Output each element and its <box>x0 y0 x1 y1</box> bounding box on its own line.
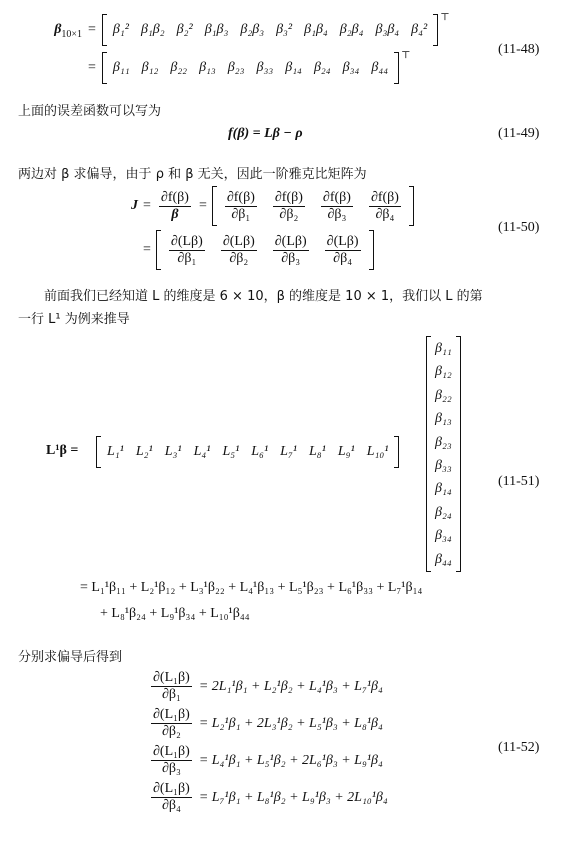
vector-cell: β₃₃ <box>435 458 452 473</box>
fraction <box>151 781 192 814</box>
vector-cell: β₃₄ <box>435 528 452 544</box>
matrix-cell: β₁₂ <box>141 60 159 75</box>
derivative-rhs: = L₇¹β₁ + L₈¹β₂ + L₉¹β₃ + 2L₁₀¹β₄ <box>198 789 388 805</box>
numerator: ∂f(β) <box>274 189 303 205</box>
equation-number: (11-50) <box>498 220 540 235</box>
derivative-rhs: = L₂¹β₁ + 2L₃¹β₂ + L₅¹β₃ + L₈¹β₄ <box>198 715 383 731</box>
denominator: ∂β₂ <box>279 206 299 222</box>
equation-number: (11-52) <box>498 740 540 755</box>
l-row-vector <box>101 444 394 460</box>
paragraph-text: 前面我们已经知道 L 的维度是 6 × 10，β 的维度是 10 × 1，我们以 L 的第 <box>44 289 483 304</box>
matrix-cell: L₁¹ <box>107 444 124 459</box>
paragraph-text: 分别求偏导后得到 <box>18 650 123 665</box>
fraction <box>273 190 305 223</box>
equation-number: (11-49) <box>498 126 540 141</box>
derivative-row <box>148 707 388 740</box>
matrix-cell: L₅¹ <box>222 444 240 459</box>
matrix-cell: β₁₃ <box>199 60 216 75</box>
vector-cell: β₁₄ <box>435 481 452 497</box>
numerator: ∂(L₁β) <box>153 744 190 759</box>
matrix-cell: β₁β₂ <box>140 22 165 37</box>
matrix-cell: β₂₄ <box>313 60 331 75</box>
denominator: ∂β₂ <box>161 724 181 739</box>
denominator: ∂β₂ <box>229 250 249 266</box>
derivative-row <box>148 670 388 703</box>
numerator: ∂(Lβ) <box>326 233 359 249</box>
derivative-row <box>148 744 388 777</box>
denominator: ∂β₃ <box>161 761 181 776</box>
paragraph-text: 一行 L¹ 为例来推导 <box>18 312 130 327</box>
matrix-cell: β₂² <box>176 22 193 37</box>
denominator: ∂β₄ <box>161 798 181 813</box>
denominator: ∂β₄ <box>333 250 353 266</box>
fraction <box>325 234 361 267</box>
vector-cell: β₁₁ <box>435 340 452 356</box>
equation-number: (11-51) <box>498 474 540 489</box>
matrix-cell: β₁β₃ <box>204 22 229 37</box>
denominator: ∂β₁ <box>177 250 197 266</box>
eq-11-52 <box>148 670 388 818</box>
matrix-cell: L₉¹ <box>337 444 355 459</box>
denominator: ∂β₁ <box>161 687 181 702</box>
matrix-cell: β₄₄ <box>371 60 389 75</box>
vector-cell: β₂₄ <box>435 504 452 520</box>
denominator: ∂β₄ <box>375 206 395 222</box>
numerator: ∂f(β) <box>370 189 399 205</box>
matrix-cell: L₈¹ <box>309 444 326 459</box>
matrix-cell: L₂¹ <box>135 444 153 459</box>
numerator: ∂(Lβ) <box>274 233 307 249</box>
eq-11-50: J = $\frac{\partial f(\beta)}{\beta}$ = $\frac{\partial f(\beta)}{\text{∂β₁}}$ $\frac{\partial f(\beta)}{\text{∂β₂}}$ $\frac{\partial f(\beta)}{\text{∂β₃}}$ $\frac{\partial f(\beta)}{\text{∂β₄}}$ = $\frac{\partial(L\beta)}{\text{∂β₁}}$ $\frac{\partial(L\beta)}{\text{∂β₂}}$ $\frac{\partial(L\beta)}{\text{∂β₃}}$ $\frac{\partial(L\beta)}{\text{∂β₄}}$ <box>112 186 414 270</box>
matrix-cell: β₁₄ <box>285 60 302 75</box>
denominator: ∂β₁ <box>231 206 251 222</box>
numerator: ∂(L₁β) <box>153 670 190 685</box>
matrix-cell: L₃¹ <box>164 444 182 459</box>
fraction <box>225 190 257 223</box>
matrix-cell: β₃β₄ <box>375 22 400 37</box>
matrix-cell: β₂β₄ <box>339 22 364 37</box>
eq-11-49: f(β) = Lβ − ρ <box>228 126 303 141</box>
matrix-cell: L₆¹ <box>251 444 269 459</box>
numerator: ∂f(β) <box>226 189 255 205</box>
matrix-row-2 <box>107 60 394 76</box>
vector-cell: β₂₂ <box>435 387 452 403</box>
fraction <box>273 234 309 267</box>
fraction <box>369 190 401 223</box>
fraction <box>321 190 353 223</box>
matrix-cell: L₄¹ <box>193 444 211 459</box>
fraction <box>221 234 257 267</box>
fraction <box>151 707 192 740</box>
numerator: ∂(Lβ) <box>222 233 255 249</box>
fraction <box>169 234 205 267</box>
derivative-rhs: = 2L₁¹β₁ + L₂¹β₂ + L₄¹β₃ + L₇¹β₄ <box>198 678 383 694</box>
matrix-row-1 <box>107 22 433 38</box>
vector-cell: β₁₃ <box>435 411 452 427</box>
matrix-cell: β₃² <box>276 22 293 37</box>
matrix-cell: L₇¹ <box>280 444 298 459</box>
matrix-cell: β₂₃ <box>227 60 245 75</box>
derivative-row <box>148 781 388 814</box>
numerator: ∂f(β) <box>322 189 351 205</box>
matrix-cell: β₃₄ <box>342 60 360 75</box>
matrix-cell: L₁₀¹ <box>366 444 389 459</box>
jacobian-row-1 <box>217 190 409 223</box>
numerator: ∂(L₁β) <box>153 707 190 722</box>
vector-cell: β₂₃ <box>435 434 452 450</box>
matrix-cell: β₃₃ <box>256 60 274 75</box>
denominator: ∂β₃ <box>327 206 347 222</box>
matrix-cell: β₂₂ <box>170 60 188 75</box>
matrix-cell: β₁² <box>112 22 129 37</box>
eq-11-51-lhs: L¹β = <box>46 443 79 458</box>
denominator: ∂β₃ <box>281 250 301 266</box>
jacobian-row-2 <box>161 234 369 267</box>
matrix-cell: β₁β₄ <box>304 22 328 37</box>
derivative-rhs: = L₄¹β₁ + L₅¹β₂ + 2L₆¹β₃ + L₉¹β₄ <box>198 752 383 768</box>
equation-number: (11-48) <box>498 42 540 57</box>
matrix-cell: β₁₁ <box>112 60 130 75</box>
numerator: ∂(L₁β) <box>153 781 190 796</box>
beta-column-vector <box>435 337 452 571</box>
vector-cell: β₄₄ <box>435 551 452 567</box>
numerator: ∂(Lβ) <box>170 233 203 249</box>
matrix-cell: β₂β₃ <box>240 22 265 37</box>
fraction <box>151 744 192 777</box>
fraction <box>151 670 192 703</box>
expansion-line-2: + L₈¹β₂₄ + L₉¹β₃₄ + L₁₀¹β₄₄ <box>100 606 250 621</box>
matrix-cell: β₄² <box>411 22 428 37</box>
vector-cell: β₁₂ <box>435 364 452 380</box>
expansion-line-1: = L₁¹β₁₁ + L₂¹β₁₂ + L₃¹β₂₂ + L₄¹β₁₃ + L₅¹β₂₃ + L₆¹β₃₃ + L₇¹β₁₄ <box>80 580 423 595</box>
paragraph-text: 上面的误差函数可以写为 <box>18 104 162 119</box>
paragraph-text: 两边对 β 求偏导，由于 ρ 和 β 无关，因此一阶雅克比矩阵为 <box>18 167 367 182</box>
eq-11-48: $\beta_{10\times 1}$ = β₁² β₁β₂ β₂² β₁β₃ β₂β₃ β₃² β₁β₄ β₂β₄ β₃β₄ β₄² ⊤ = β₁₁ β₁₂ β₂₂ β₁₃ β₂₃ β₃₃ β₁₄ β₂₄ β₃₄ β₄₄ ⊤ <box>24 14 450 84</box>
